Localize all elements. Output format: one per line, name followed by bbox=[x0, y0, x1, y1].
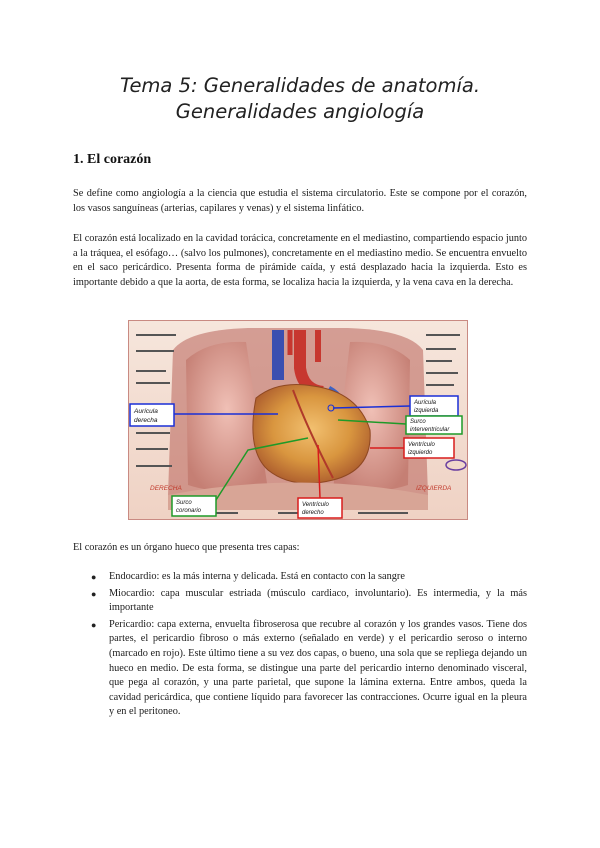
label-ventriculo-izquierdo-2: izquierdo bbox=[408, 450, 433, 456]
list-item-text: Endocardio: es la más interna y delicada. Está en contacto con la sangre bbox=[109, 571, 405, 582]
paragraph-angiologia: Se define como angiología a la ciencia que estudia el sistema circulatorio. Este se compone por el corazón, los vasos sanguíneas (arterias, capilares y venas) y el sistema linfático. bbox=[73, 188, 527, 214]
section-heading: 1. El corazón bbox=[73, 152, 152, 167]
list-item bbox=[73, 618, 527, 720]
label-side-right: DERECHA bbox=[150, 485, 182, 492]
label-ventriculo-derecho-1: Ventrículo bbox=[302, 502, 329, 508]
label-ventriculo-derecho-2: derecho bbox=[302, 510, 324, 516]
title-line-1: Tema 5: Generalidades de anatomía. bbox=[119, 74, 481, 97]
paragraph-localizacion: El corazón está localizado en la cavidad torácica, concretamente en el mediastino, compartiendo espacio junto a la tráquea, el esófago… (salvo los pulmones), concretamente en el mediastino medio. Se encuentra envuelto en el saco pericárdico. Presenta forma de pirámide caída, y está desplazado hacia la izquierda. Esto es importante debido a que la aorta, de esta forma, se localiza hacia la izquierda, y la vena cava en la derecha. bbox=[73, 233, 528, 288]
label-side-left: IZQUIERDA bbox=[416, 485, 452, 492]
label-surco-interventricular-2: interventricular bbox=[410, 427, 450, 433]
label-auricula-derecha-1: Aurícula bbox=[134, 408, 158, 415]
title-line-2: Generalidades angiología bbox=[175, 100, 425, 123]
list-item bbox=[73, 570, 527, 585]
bullet-icon: ● bbox=[91, 619, 97, 630]
label-surco-coronario-1: Surco bbox=[176, 500, 192, 506]
list-item bbox=[73, 587, 527, 616]
bullet-icon: ● bbox=[91, 588, 97, 599]
label-auricula-izquierda-2: izquierda bbox=[414, 408, 439, 414]
bullet-icon: ● bbox=[91, 572, 97, 582]
label-auricula-izquierda-1: Aurícula bbox=[414, 400, 437, 406]
heart-illustration bbox=[128, 320, 468, 520]
heart-anatomy-figure bbox=[128, 320, 468, 520]
label-surco-coronario-2: coronario bbox=[176, 508, 202, 514]
layers-list bbox=[73, 570, 527, 722]
label-ventriculo-izquierdo-1: Ventrículo bbox=[408, 442, 435, 448]
document-title bbox=[0, 73, 600, 125]
label-surco-interventricular-1: Surco bbox=[410, 419, 426, 425]
paragraph-capas: El corazón es un órgano hueco que presenta tres capas: bbox=[73, 542, 300, 553]
list-item-text: Pericardio: capa externa, envuelta fibroserosa que recubre al corazón y los grandes vasos. Tiene dos partes, el pericardio fibroso o más externo (señalado en verde) y el pericardio seroso o interno (marcado en rojo). Este último tiene a su vez dos capas, o bueno, una sola que se repliega dejando un hueco en medio. De esta forma, se distingue una parte del pericardio interno denominado visceral, que pega al corazón, y una parte parietal, que supone la lámina externa. Entre ambos, queda la cavidad pericárdica, que contiene líquido para favorecer las contracciones. Ocurre igual en la pleura y en el peritoneo. bbox=[109, 618, 527, 718]
label-auricula-derecha-2: derecha bbox=[134, 417, 158, 424]
list-item-text: Miocardio: capa muscular estriada (músculo cardiaco, involuntario). Es intermedia, y la más importante bbox=[109, 587, 527, 614]
